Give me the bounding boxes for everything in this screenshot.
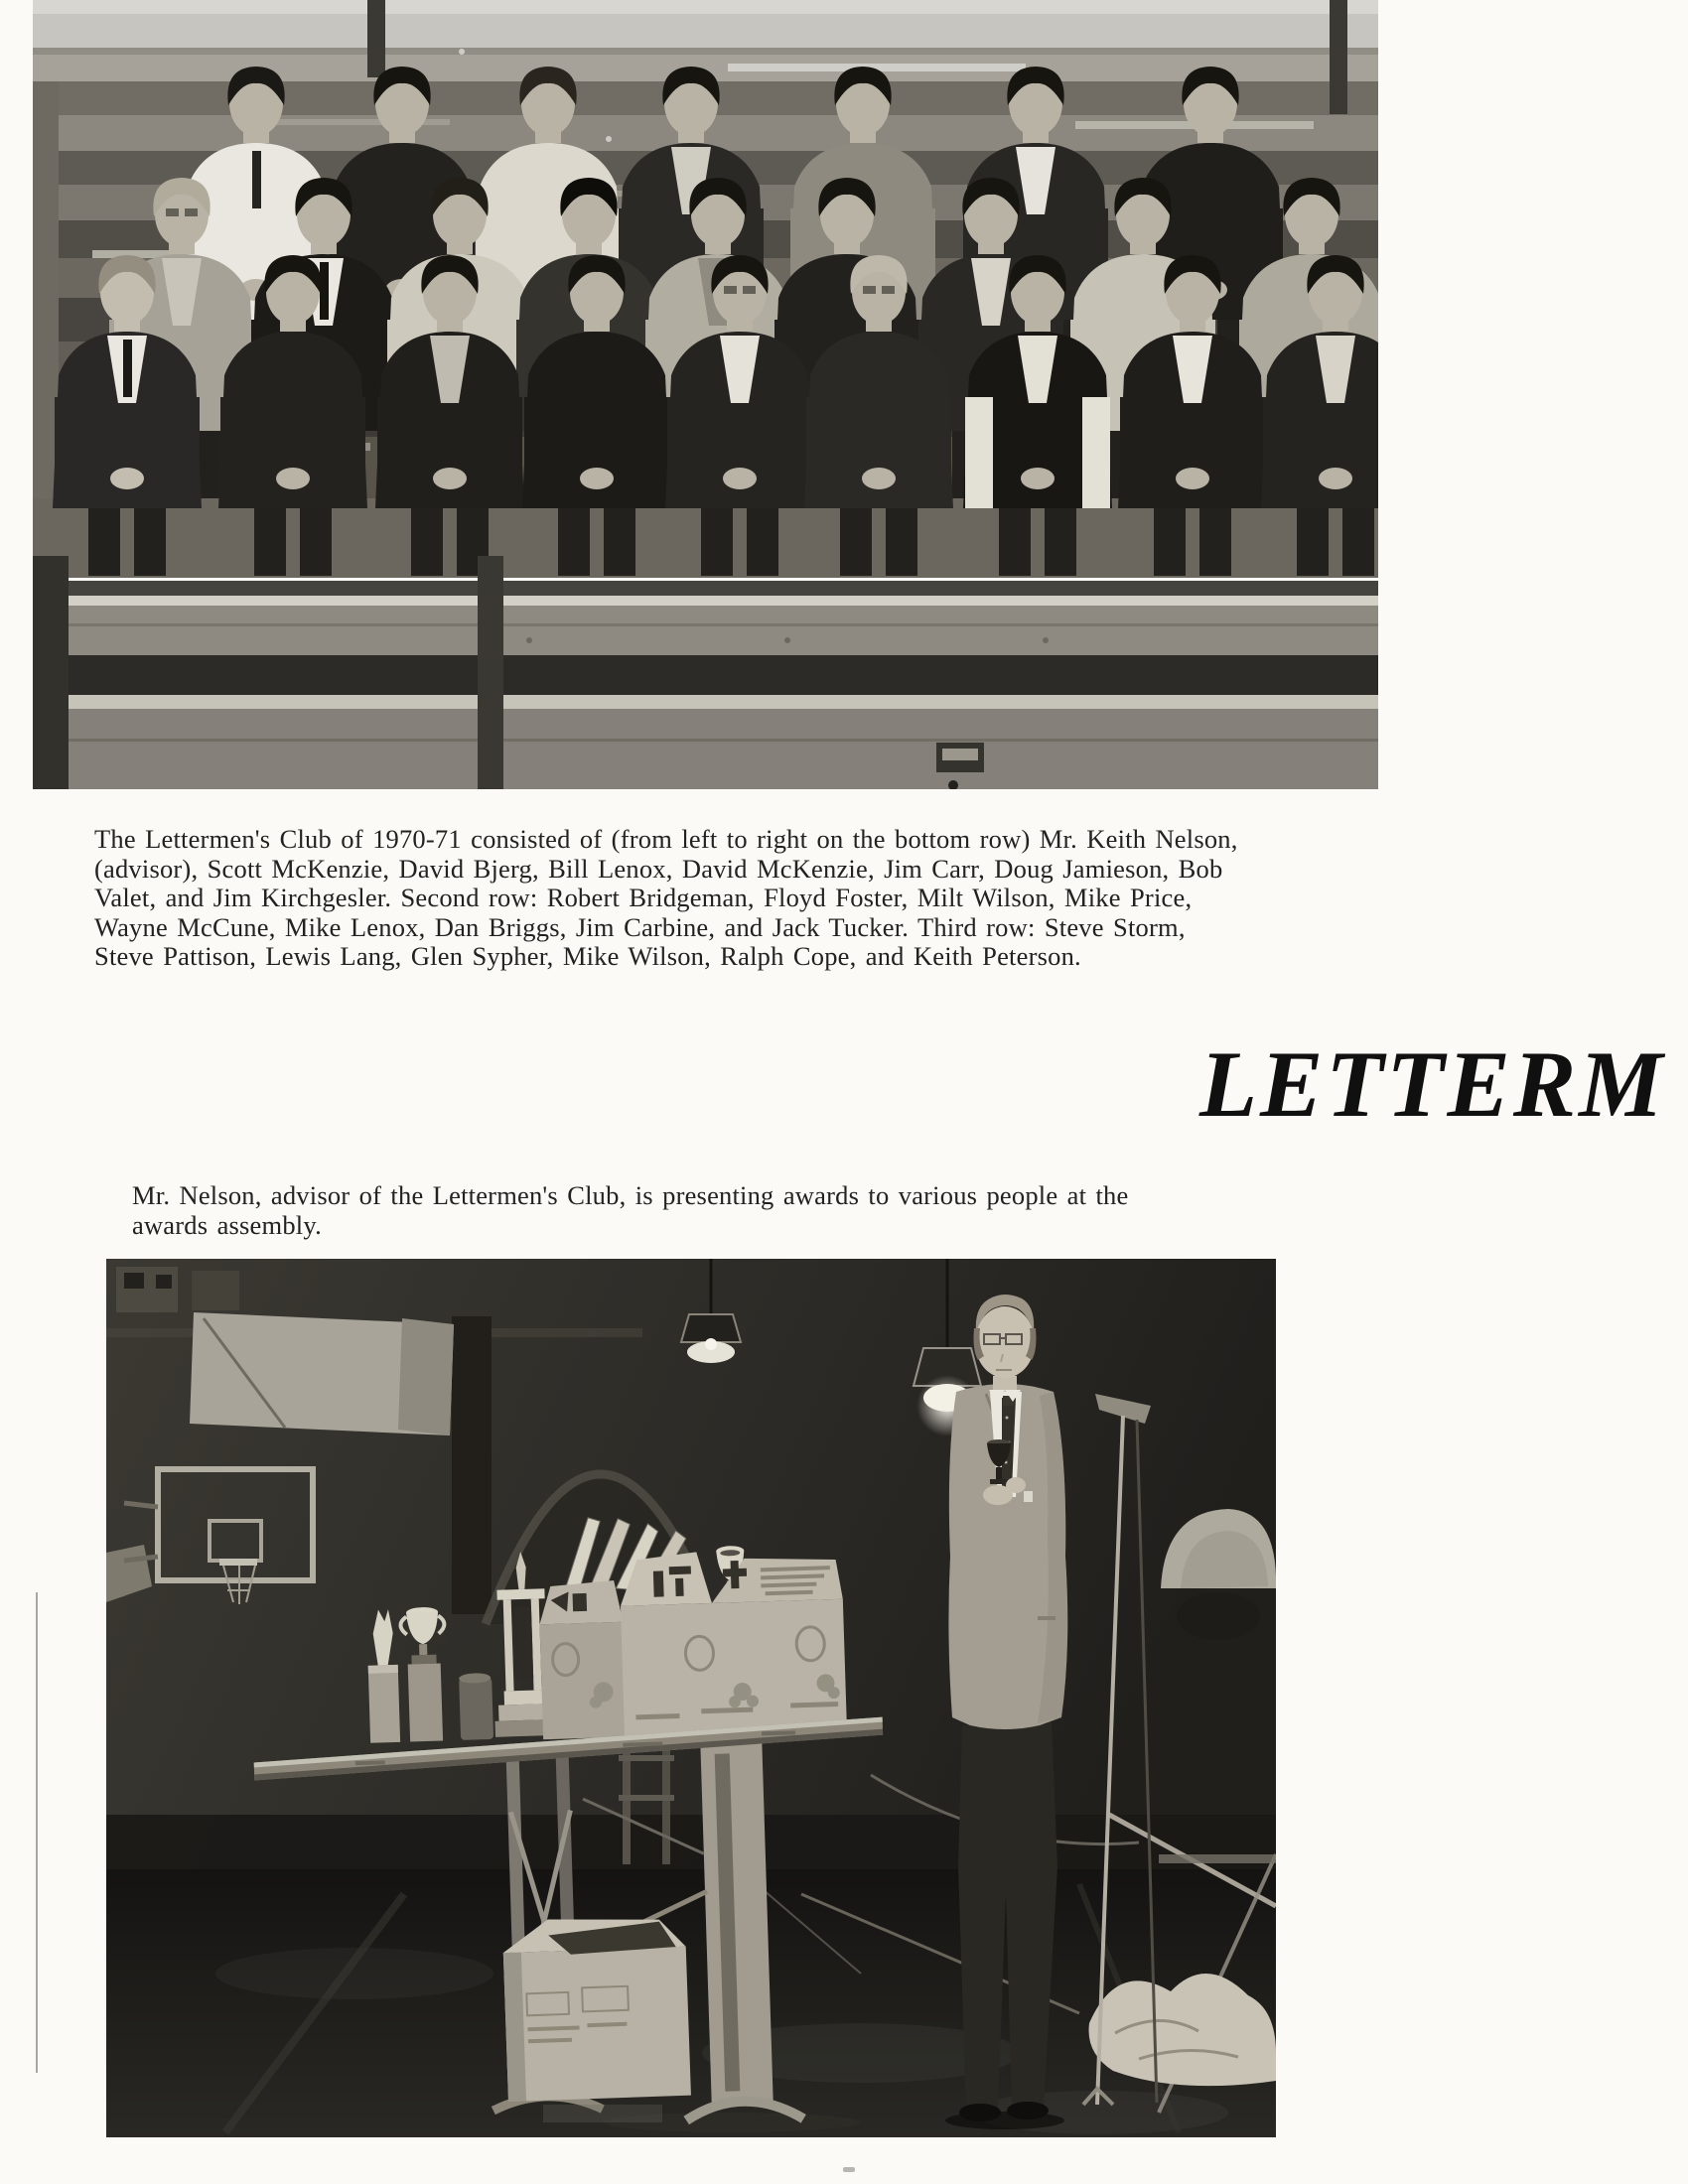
caption-line: Valet, and Jim Kirchgesler. Second row: Robert Bridgeman, Floyd Foster, Milt Wilson, Mike Price, bbox=[94, 883, 1193, 913]
caption-line: awards assembly. bbox=[132, 1209, 322, 1240]
group-photo-caption bbox=[94, 825, 1375, 972]
scan-artifact-line bbox=[36, 1592, 38, 2073]
scan-artifact-dot bbox=[843, 2167, 855, 2172]
caption-line: Wayne McCune, Mike Lenox, Dan Briggs, Jim Carbine, and Jack Tucker. Third row: Steve Storm, bbox=[94, 911, 1186, 942]
awards-assembly-photo bbox=[106, 1259, 1276, 2137]
glasses-icon bbox=[743, 286, 756, 294]
glasses-icon bbox=[724, 286, 737, 294]
floor-box bbox=[502, 1915, 691, 2102]
box-reflection bbox=[543, 2105, 662, 2122]
glasses-icon bbox=[863, 286, 876, 294]
caption-line: (advisor), Scott McKenzie, David Bjerg, Bill Lenox, David McKenzie, Jim Carr, Doug Jamieson, Bob bbox=[94, 853, 1223, 884]
foreground-benches bbox=[33, 556, 1378, 789]
glasses-icon bbox=[882, 286, 895, 294]
assembly-photo-caption bbox=[132, 1181, 1304, 1240]
caption-line: Mr. Nelson, advisor of the Lettermen's Club, is presenting awards to various people at the bbox=[132, 1180, 1129, 1210]
caption-line: Steve Pattison, Lewis Lang, Glen Sypher, Mike Wilson, Ralph Cope, and Keith Peterson. bbox=[94, 941, 1081, 972]
caption-line: The Lettermen's Club of 1970-71 consisted of (from left to right on the bottom row) Mr. Keith Nelson, bbox=[94, 824, 1238, 854]
lettermen-group-photo bbox=[33, 0, 1378, 789]
page-title: LETTERM bbox=[1199, 1031, 1666, 1137]
glasses-icon bbox=[166, 208, 179, 216]
glasses-icon bbox=[185, 208, 198, 216]
wristwatch-icon bbox=[1024, 1491, 1033, 1502]
